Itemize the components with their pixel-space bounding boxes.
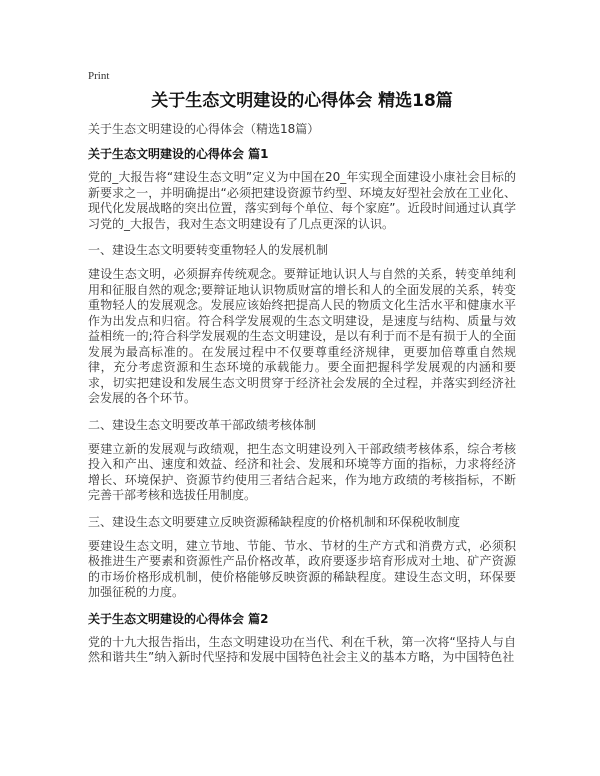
section-body: 要建立新的发展观与政绩观，把生态文明建设列入干部政绩考核体系，综合考核投入和产出、速度和效益、经济和社会、发展和环境等方面的指标，力求将经济增长、环境保护、资源节约使用三者结合起来，作为地方政绩的考核指标，不断完善干部考核和选拔任用制度。	[88, 441, 516, 502]
article-heading: 关于生态文明建设的心得体会 篇1	[88, 147, 269, 161]
article-2	[88, 611, 516, 666]
document-page	[88, 70, 516, 676]
print-label[interactable]: Print	[88, 70, 110, 82]
article-heading: 关于生态文明建设的心得体会 篇2	[88, 611, 269, 626]
article-1	[88, 146, 516, 601]
document-title: 关于生态文明建设的心得体会 精选18篇	[151, 91, 453, 111]
section-title: 二、建设生态文明要改革干部政绩考核体制	[88, 417, 317, 432]
section-title: 一、建设生态文明要转变重物轻人的发展机制	[88, 243, 329, 257]
article-intro: 党的十九大报告指出，生态文明建设功在当代、利在千秋，第一次将“坚持人与自然和谐共生”纳入新时代坚持和发展中国特色社会主义的基本方略，为中国特色社	[88, 634, 516, 664]
section-body: 要建设生态文明，建立节地、节能、节水、节材的生产方式和消费方式，必须积极推进生产要素和资源性产品价格改革，政府要逐步培育形成对土地、矿产资源的市场价格形成机制，使价格能够反映资源的稀缺程度。建设生态文明，环保要加强征税的力度。	[88, 538, 516, 599]
article-intro: 党的_大报告将“建设生态文明”定义为中国在20_年实现全面建设小康社会目标的新要求之一，并明确提出“必须把建设资源节约型、环境友好型社会放在工业化、现代化发展战略的突出位置，落实到每个单位、每个家庭”。近段时间通过认真学习党的_大报告，我对生态文明建设有了几点更深的认识。	[88, 170, 516, 231]
section-body: 建设生态文明，必须摒弃传统观念。要辩证地认识人与自然的关系，转变单纯利用和征服自然的观念;要辩证地认识物质财富的增长和人的全面发展的关系，转变重物轻人的发展观念。发展应该始终把提高人民的物质文化生活水平和健康水平作为出发点和归宿。符合科学发展观的生态文明建设，是速度与结构、质量与效益相统一的;符合科学发展观的生态文明建设，是以有利于而不是有损于人的全面发展为最高标准的。在发展过程中不仅要尊重经济规律，更要加倍尊重自然规律，充分考虑资源和生态环境的承载能力。要全面把握科学发展观的内涵和要求，切实把建设和发展生态文明贯穿于经济社会发展的全过程，并落实到经济社会发展的各个环节。	[88, 267, 516, 405]
section-title: 三、建设生态文明要建立反映资源稀缺程度的价格机制和环保税收制度	[88, 514, 461, 529]
document-subtitle: 关于生态文明建设的心得体会（精选18篇）	[88, 122, 320, 136]
